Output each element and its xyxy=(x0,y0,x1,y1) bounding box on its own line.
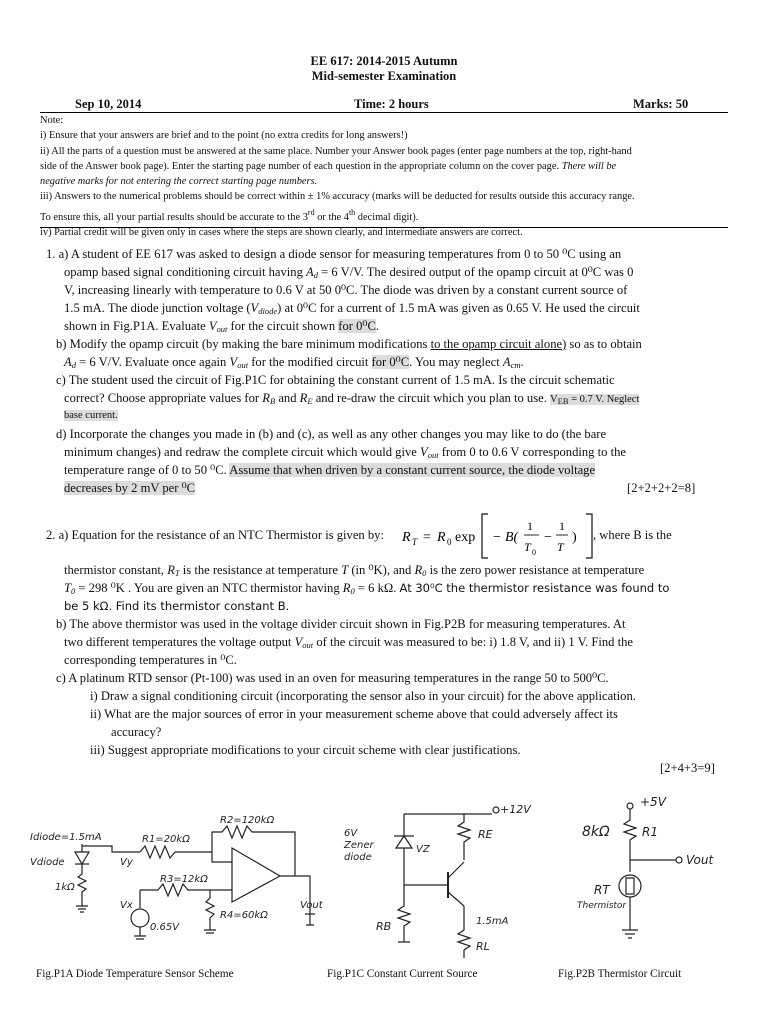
output-terminal xyxy=(305,910,315,925)
resistor-re-icon xyxy=(458,814,470,860)
resistor-rb-icon xyxy=(398,885,410,942)
label-vz: VZ xyxy=(416,844,430,855)
resistor-1k-icon xyxy=(78,864,86,900)
resistor-r3-icon xyxy=(140,884,232,896)
caption-fig-p1c: Fig.P1C Constant Current Source xyxy=(327,968,478,980)
note-3a: iii) Answers to the numerical problems should be correct within ± 1% accuracy (marks will be deducted for results outside this accuracy range. xyxy=(40,191,635,203)
label-5v: +5V xyxy=(640,795,666,809)
label-8k: 8kΩ xyxy=(582,824,610,840)
voltage-source-icon xyxy=(131,909,149,927)
label-re: RE xyxy=(478,828,493,841)
q2a-line4: be 5 kΩ. Find its thermistor constant B. xyxy=(64,599,290,613)
resistor-r4-icon xyxy=(204,890,216,933)
q2b-line3: corresponding temperatures in ⁰C. xyxy=(64,653,237,667)
label-thermistor: Thermistor xyxy=(577,901,627,911)
thermistor-body xyxy=(626,878,634,894)
resistor-r1-thermistor-icon xyxy=(624,809,636,872)
eq-equals: = xyxy=(423,530,431,545)
q1-marks: [2+2+2+2=8] xyxy=(627,481,696,495)
terminal-5v-icon xyxy=(627,803,633,809)
q2a-line3: $T_0 = 298$ ⁰K . You are given an NTC thermistor having $R_0 = 6$ kΩ. At 30⁰C the thermistor resistance was found to xyxy=(64,581,670,596)
label-vy: Vy xyxy=(120,857,133,868)
ground-icon xyxy=(76,900,88,912)
eq-bracket-right xyxy=(586,514,592,558)
wire-inv-input xyxy=(212,852,232,862)
label-vdiode: Vdiode xyxy=(30,857,65,868)
fig-p2b-schematic xyxy=(577,795,714,938)
exam-date: Sep 10, 2014 xyxy=(75,97,142,111)
label-r1: R1 xyxy=(642,825,658,839)
q2-marks: [2+4+3=9] xyxy=(660,761,715,775)
eq-rt-sub: T xyxy=(412,537,418,547)
note-2a: ii) All the parts of a question must be answered at the same place. Number your Answer book pages (enter page numbers at the top, right-hand xyxy=(40,145,632,157)
q1d-line1: d) Incorporate the changes you made in (b) and (c), as well as any other changes you may like to do (the bare xyxy=(56,427,607,441)
label-vout: Vout xyxy=(300,900,323,911)
q2c-part-ii-line1: ii) What are the major sources of error in your measurement scheme above that could adversely affect its xyxy=(90,707,618,721)
eq-t0: T xyxy=(524,540,531,554)
resistor-rl-icon xyxy=(458,906,470,958)
q1d-line4: decreases by 2 mV per ⁰C xyxy=(64,481,196,495)
transistor-icon xyxy=(448,862,464,906)
q2a-line1-end: , where B is the xyxy=(593,528,672,542)
label-vx: Vx xyxy=(120,900,133,911)
instructions-box xyxy=(40,112,728,239)
label-6v: 6V xyxy=(344,828,358,839)
label-r1: R1=20kΩ xyxy=(142,834,190,845)
q1a-line3: V, increasing linearly with temperature to 0.6 V at 50 0⁰C. The diode was driven by a constant current source of xyxy=(64,283,628,297)
note-2c: negative marks for not entering the correct starting page numbers. xyxy=(40,176,318,188)
q2b-line1: b) The above thermistor was used in the voltage divider circuit shown in Fig.P2B for measuring temperatures. At xyxy=(56,617,626,631)
q2a-line2: thermistor constant, $R_T$ is the resistance at temperature T (in ⁰K), and $R_0$ is the zero power resistance at temperature xyxy=(64,563,645,578)
label-rt: RT xyxy=(594,883,610,897)
source-ground-icon xyxy=(134,927,146,939)
terminal-vout-icon xyxy=(676,857,682,863)
eq-t: T xyxy=(557,540,564,554)
q2c-line1: c) A platinum RTD sensor (Pt-100) was used in an oven for measuring temperatures in the range 50 to 500⁰C. xyxy=(56,671,609,685)
label-065: 0.65V xyxy=(150,922,180,933)
exam-marks: Marks: 50 xyxy=(633,97,689,111)
eq-close-paren: ) xyxy=(572,530,577,545)
note-3b: To ensure this, all your partial results should be accurate to the 3rd or the 4th decimal digit). xyxy=(40,207,419,223)
q1b-line1: b) Modify the opamp circuit (by making the bare minimum modifications to the opamp circuit alone) so as to obtain xyxy=(56,337,642,351)
q2a-line1: 2. a) Equation for the resistance of an NTC Thermistor is given by: xyxy=(46,528,384,542)
exam-subtitle: Mid-semester Examination xyxy=(311,69,457,83)
eq-rt: R xyxy=(402,530,411,545)
eq-one-a: 1 xyxy=(527,519,533,533)
q1c-line3: base current. xyxy=(64,410,118,421)
zener-diode-icon xyxy=(396,836,412,848)
caption-fig-p1a: Fig.P1A Diode Temperature Sensor Scheme xyxy=(36,968,234,980)
q1c-line1: c) The student used the circuit of Fig.P1C for obtaining the constant current of 1.5 mA. Is the circuit schematic xyxy=(56,373,615,387)
label-r4: R4=60kΩ xyxy=(220,910,268,921)
terminal-12v-icon xyxy=(493,807,499,813)
q2c-part-iii: iii) Suggest appropriate modifications to your circuit scheme with clear justifications. xyxy=(90,743,521,757)
note-label: Note: xyxy=(40,115,64,126)
note-4: iv) Partial credit will be given only in cases where the steps are shown clearly, and intermediate answers are correct. xyxy=(40,227,523,239)
thermistor-equation xyxy=(400,508,600,562)
label-vout: Vout xyxy=(686,853,714,867)
diode-symbol-icon xyxy=(75,852,89,864)
q1a-line5: shown in Fig.P1A. Evaluate $V_{out}$ for the circuit shown for 0⁰C. xyxy=(64,319,380,334)
q2c-part-ii-line2: accuracy? xyxy=(111,725,162,739)
q1a-line4: 1.5 mA. The diode junction voltage $(V_{diode})$ at 0⁰C for a current of 1.5 mA was given as 0.65 V. He used the circuit xyxy=(64,301,640,316)
q1a-line1: 1. a) A student of EE 617 was asked to design a diode sensor for measuring temperatures from 0 to 50 ⁰C using an xyxy=(46,247,622,261)
eq-one-b: 1 xyxy=(559,519,565,533)
q1b-line2: $A_d = 6$ V/V. Evaluate once again $V_{out}$ for the modified circuit for 0⁰C. You may neglect $A_{cm}$. xyxy=(64,355,524,370)
q1d-line2: minimum changes) and redraw the complete circuit which would give $V_{out}$ from 0 to 0.6 V corresponding to the xyxy=(64,445,626,460)
eq-b: B( xyxy=(505,530,519,545)
label-zener: Zener xyxy=(344,840,374,851)
label-r3: R3=12kΩ xyxy=(160,874,208,885)
label-r2: R2=120kΩ xyxy=(220,815,275,826)
opamp-symbol-icon xyxy=(232,848,280,902)
fig-p1c-schematic xyxy=(343,803,532,958)
eq-t0-sub: 0 xyxy=(532,548,536,557)
eq-r0: R xyxy=(437,530,446,545)
note-2b: side of the Answer book page). Enter the starting page number of each question in the appropriate column on the cover page. There will be xyxy=(40,160,617,172)
exam-title: EE 617: 2014-2015 Autumn xyxy=(310,54,458,68)
eq-minus: − xyxy=(493,530,501,545)
caption-fig-p2b: Fig.P2B Thermistor Circuit xyxy=(558,968,682,980)
note-1: i) Ensure that your answers are brief and to the point (no extra credits for long answers!) xyxy=(40,130,408,142)
label-diode: diode xyxy=(344,852,372,863)
eq-r0-sub: 0 xyxy=(447,537,452,547)
label-12v: +12V xyxy=(500,803,531,816)
q1d-line3: temperature range of 0 to 50 ⁰C. Assume that when driven by a constant current source, the diode voltage xyxy=(64,463,596,477)
exam-duration: Time: 2 hours xyxy=(354,97,429,111)
eq-bracket-left xyxy=(482,514,488,558)
label-rb: RB xyxy=(376,920,392,933)
wire-vy xyxy=(82,846,140,852)
circuit-figures xyxy=(0,790,768,965)
label-idiode: Idiode=1.5mA xyxy=(30,832,102,843)
q1c-line2: correct? Choose appropriate values for $R_B$ and $R_E$ and re-draw the circuit which you plan to use. $V_{EB} = 0.7$ V. Neglect xyxy=(64,391,640,406)
resistor-r1-icon xyxy=(140,846,212,858)
label-1k: 1kΩ xyxy=(55,882,75,893)
label-rl: RL xyxy=(476,940,490,953)
fig-p1a-schematic xyxy=(30,815,324,939)
q1a-line2: opamp based signal conditioning circuit having $A_d = 6$ V/V. The desired output of the opamp circuit at 0⁰C was 0 xyxy=(64,265,634,280)
q2c-part-i: i) Draw a signal conditioning circuit (incorporating the sensor also in your circuit) for the above application. xyxy=(90,689,636,703)
eq-minus-2: − xyxy=(544,530,552,545)
q2b-line2: two different temperatures the voltage output $V_{out}$ of the circuit was measured to be: i) 1.8 V, and ii) 1 V. Find the xyxy=(64,635,633,650)
resistor-r2-icon xyxy=(212,826,295,876)
eq-exp: exp xyxy=(455,530,476,545)
label-1-5ma: 1.5mA xyxy=(476,916,509,927)
